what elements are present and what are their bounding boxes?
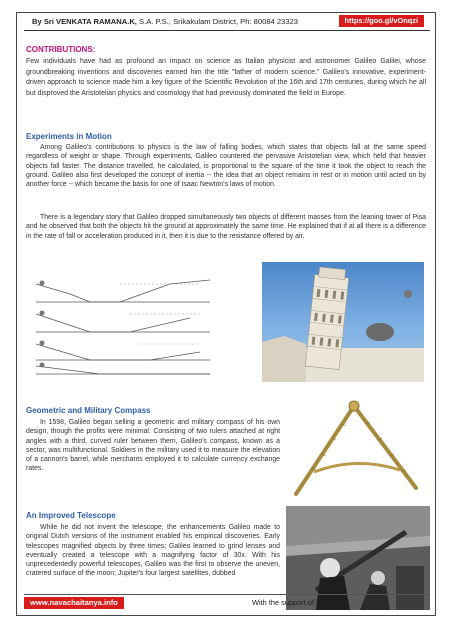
author-name: By Sri VENKATA RAMANA.K, [32, 17, 137, 26]
motion-paragraph-1: Among Galileo's contributions to physics is the law of falling bodies, which states that objects fall at the same speed regardless of weight or shape. Through experiments, Galileo countered the pervasive Aristotelian view, which held that heavier objects fall faster. The distance travelled, he calculated, is proportional to the square of the time it took the object to reach the ground. Galileo also first developed the concept of inertia -- the idea that an object remains in rest or in motion until acted on by another force -- which became the basis for one of Isaac Newton's laws of motion. [26, 144, 426, 189]
footer-site-link[interactable]: www.navachaitanya.info [24, 597, 124, 609]
telescope-paragraph: While he did not invent the telescope, the enhancements Galileo made to original Dutch versions of the instrument enabled his empirical discoveries. Early telescopes magnified objects by three times; Galileo learned to grind lenses and eventually created a telescope with a magnifying factor of 30x. With his unprecedentedly powerful telescopes, Galileo was the first to observe the uneven, cratered surface of the moon; Jupiter's four largest satellites, dubbed [26, 524, 280, 578]
compass-heading: Geometric and Military Compass [26, 406, 151, 415]
telescope-heading: An Improved Telescope [26, 511, 116, 520]
compass-paragraph: In 1598, Galileo began selling a geometric and military compass of his own design, though the profits were minimal. Consisting of two rulers attached at right angles with a third, curved ruler between them, Galileo's compass, known as a sector, was multifunctional. Soldiers in the military used it to measure the elevation of a cannon's barrel, while merchants employed it to calculate currency exchange rates. [26, 419, 280, 473]
footer-support-text: With the support of Na [252, 598, 326, 607]
author-byline [32, 17, 298, 26]
contributions-heading: CONTRIBUTIONS: [26, 45, 96, 54]
contributions-paragraph: Few individuals have had as profound an impact on science as Italian physicist and astronomer Galileo Galilei, whose groundbreaking inventions and discoveries earned him the title "father of modern science." Galileo's innovative, experiment-driven approach to science made him a key figure of the Scientific Revolution of the 16th and 17th centuries, during which he all but disproved the Aristotelian physics and cosmology that had previously dominated the field in Europe. [26, 58, 426, 97]
page-footer [24, 594, 430, 609]
geometric-compass-image [286, 398, 428, 504]
leaning-tower-photo [262, 262, 424, 382]
inclined-plane-diagram [30, 262, 216, 378]
header-url-link[interactable]: https://goo.gl/vOnqzi [339, 15, 424, 27]
motion-paragraph-2: There is a legendary story that Galileo dropped simultaneously two objects of different masses from the leaning tower of Pisa and he observed that both the objects hit the ground at approximately the same time. He explained that if at all there is a difference in the rate of fall or acceleration produced in it, then it is due to the resistance offered by air. [26, 214, 426, 240]
motion-heading: Experiments in Motion [26, 132, 112, 141]
page-header [24, 14, 430, 31]
author-details: S.A. P.S., Srikakulam District, Ph: 80084 23323 [136, 17, 299, 26]
